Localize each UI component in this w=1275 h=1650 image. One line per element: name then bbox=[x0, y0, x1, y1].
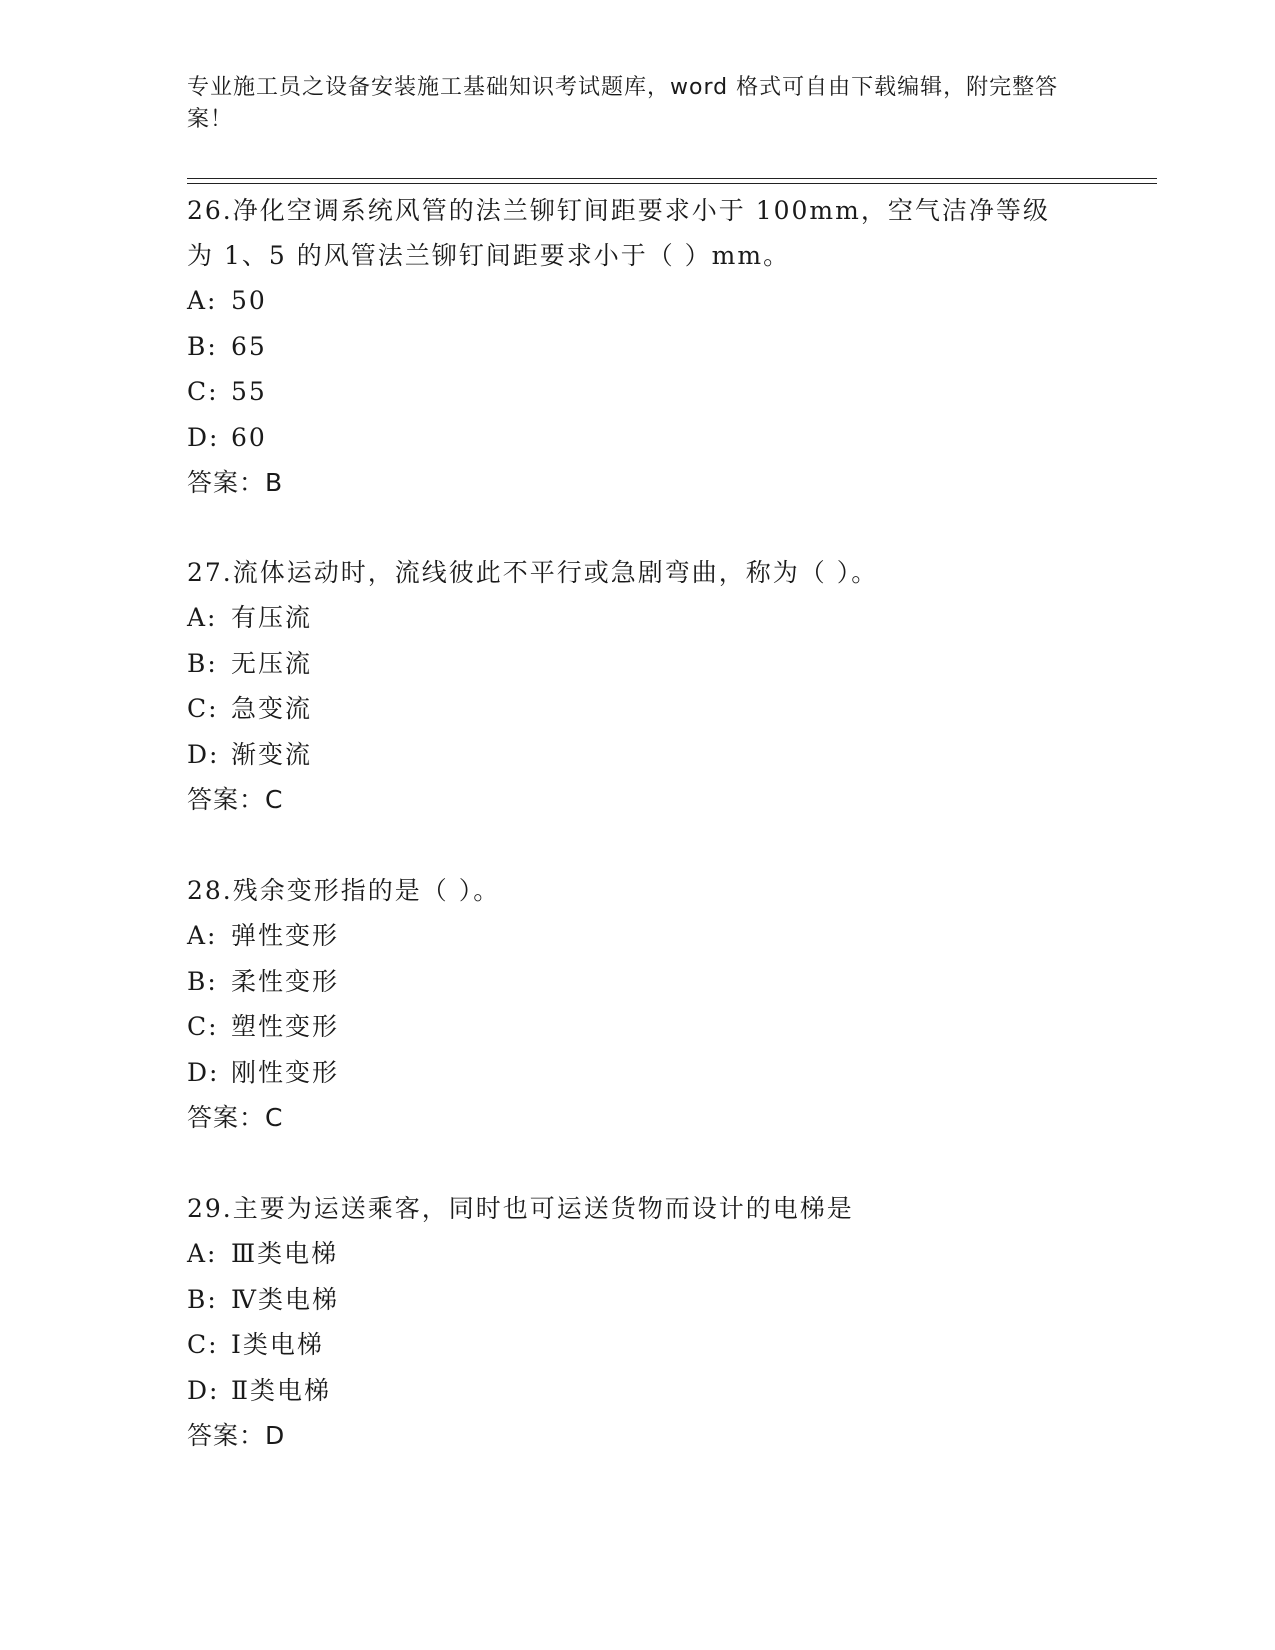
option-text: Ⅳ类电梯 bbox=[231, 1284, 339, 1314]
option-d bbox=[187, 415, 1067, 461]
option-text: Ⅰ类电梯 bbox=[231, 1330, 324, 1359]
document-header: 专业施工员之设备安装施工基础知识考试题库，word 格式可自由下载编辑，附完整答案！ bbox=[187, 75, 1059, 132]
option-text: 刚性变形 bbox=[231, 1057, 340, 1087]
option-key: D: bbox=[187, 739, 220, 769]
option-text: 60 bbox=[231, 422, 267, 452]
answer-label: 答案：C bbox=[187, 785, 284, 814]
option-d bbox=[187, 1050, 1067, 1096]
option-text: Ⅲ类电梯 bbox=[231, 1239, 339, 1268]
option-key: D: bbox=[187, 1057, 220, 1087]
question-26 bbox=[187, 188, 1067, 505]
option-c bbox=[187, 1004, 1067, 1050]
option-b bbox=[187, 959, 1067, 1005]
answer-label: 答案：B bbox=[187, 468, 284, 497]
option-text: 塑性变形 bbox=[231, 1012, 340, 1041]
option-key: A: bbox=[187, 286, 218, 315]
question-28 bbox=[187, 868, 1067, 1140]
option-key: B: bbox=[187, 331, 218, 361]
question-29 bbox=[187, 1186, 1067, 1458]
option-text: Ⅱ类电梯 bbox=[231, 1375, 331, 1405]
option-c bbox=[187, 369, 1067, 415]
option-d bbox=[187, 732, 1067, 778]
option-c bbox=[187, 1322, 1067, 1368]
option-b bbox=[187, 641, 1067, 687]
option-key: A: bbox=[187, 921, 218, 950]
question-stem: 26.净化空调系统风管的法兰铆钉间距要求小于 100mm，空气洁净等级为 1、5 的风管法兰铆钉间距要求小于（ ）mm。 bbox=[187, 196, 1050, 270]
option-a bbox=[187, 595, 1067, 641]
option-d bbox=[187, 1368, 1067, 1414]
option-b bbox=[187, 1277, 1067, 1323]
option-text: 有压流 bbox=[231, 603, 313, 632]
answer-label: 答案：D bbox=[187, 1421, 286, 1450]
option-key: C: bbox=[187, 377, 219, 406]
option-text: 无压流 bbox=[231, 648, 313, 678]
option-key: C: bbox=[187, 1012, 219, 1041]
question-27 bbox=[187, 550, 1067, 822]
option-key: C: bbox=[187, 694, 219, 723]
question-stem: 28.残余变形指的是（ ）。 bbox=[187, 876, 501, 905]
option-a bbox=[187, 913, 1067, 959]
option-key: B: bbox=[187, 648, 218, 678]
option-a bbox=[187, 1231, 1067, 1277]
option-key: A: bbox=[187, 1239, 218, 1268]
option-key: D: bbox=[187, 422, 220, 452]
question-stem: 29.主要为运送乘客，同时也可运送货物而设计的电梯是 bbox=[187, 1194, 854, 1223]
option-key: C: bbox=[187, 1330, 219, 1359]
option-text: 55 bbox=[231, 377, 267, 406]
option-text: 急变流 bbox=[231, 694, 313, 723]
header-rule-top bbox=[187, 178, 1157, 179]
answer-label: 答案：C bbox=[187, 1103, 284, 1132]
header-rule-bottom bbox=[187, 183, 1157, 184]
option-text: 渐变流 bbox=[231, 739, 313, 769]
option-a bbox=[187, 278, 1067, 324]
option-text: 65 bbox=[231, 331, 267, 361]
option-text: 弹性变形 bbox=[231, 921, 340, 950]
question-stem: 27.流体运动时，流线彼此不平行或急剧弯曲，称为（ ）。 bbox=[187, 558, 879, 587]
option-text: 柔性变形 bbox=[231, 966, 340, 996]
option-text: 50 bbox=[231, 286, 267, 315]
option-b bbox=[187, 324, 1067, 370]
option-c bbox=[187, 686, 1067, 732]
option-key: D: bbox=[187, 1375, 220, 1405]
option-key: B: bbox=[187, 966, 218, 996]
option-key: A: bbox=[187, 603, 218, 632]
option-key: B: bbox=[187, 1284, 218, 1314]
